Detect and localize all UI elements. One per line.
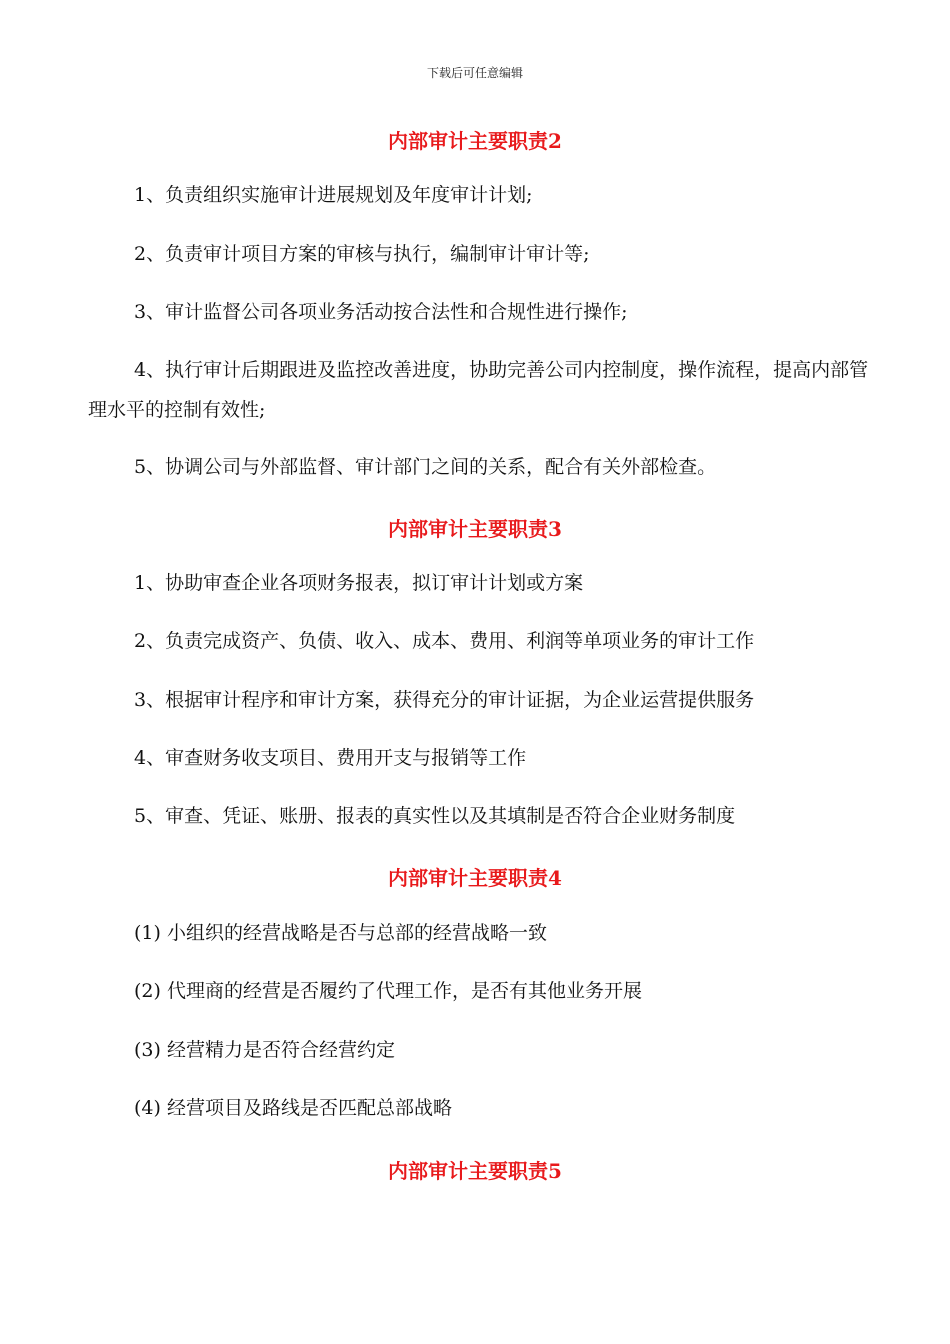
section-4-item-4: (4) 经营项目及路线是否匹配总部战略 bbox=[134, 1097, 452, 1119]
section-3-item-2: 2、负责完成资产、负债、收入、成本、费用、利润等单项业务的审计工作 bbox=[134, 630, 755, 652]
section-4-item-2: (2) 代理商的经营是否履约了代理工作，是否有其他业务开展 bbox=[134, 980, 642, 1002]
section-3-item-4: 4、审查财务收支项目、费用开支与报销等工作 bbox=[134, 747, 527, 769]
section-title-3: 内部审计主要职责3 bbox=[388, 517, 562, 541]
section-2-item-1: 1、负责组织实施审计进展规划及年度审计计划; bbox=[134, 184, 533, 206]
section-4-item-1: (1) 小组织的经营战略是否与总部的经营战略一致 bbox=[134, 922, 547, 944]
section-3-item-1: 1、协助审查企业各项财务报表，拟订审计计划或方案 bbox=[134, 572, 584, 594]
section-title-4: 内部审计主要职责4 bbox=[388, 866, 562, 890]
section-title-2: 内部审计主要职责2 bbox=[388, 129, 562, 153]
page-header-note: 下载后可任意编辑 bbox=[426, 66, 523, 80]
section-2-item-4: 4、执行审计后期跟进及监控改善进度，协助完善公司内控制度，操作流程，提高内部管理水平的控制有效性; bbox=[88, 359, 869, 421]
section-4-item-3: (3) 经营精力是否符合经营约定 bbox=[134, 1039, 395, 1061]
section-2-item-3: 3、审计监督公司各项业务活动按合法性和合规性进行操作; bbox=[134, 301, 628, 323]
section-2-item-5: 5、协调公司与外部监督、审计部门之间的关系，配合有关外部检查。 bbox=[134, 456, 717, 478]
section-2-item-2: 2、负责审计项目方案的审核与执行，编制审计审计等; bbox=[134, 243, 590, 265]
section-3-item-3: 3、根据审计程序和审计方案，获得充分的审计证据，为企业运营提供服务 bbox=[134, 689, 755, 711]
section-3-item-5: 5、审查、凭证、账册、报表的真实性以及其填制是否符合企业财务制度 bbox=[134, 805, 736, 827]
section-title-5: 内部审计主要职责5 bbox=[388, 1159, 562, 1183]
